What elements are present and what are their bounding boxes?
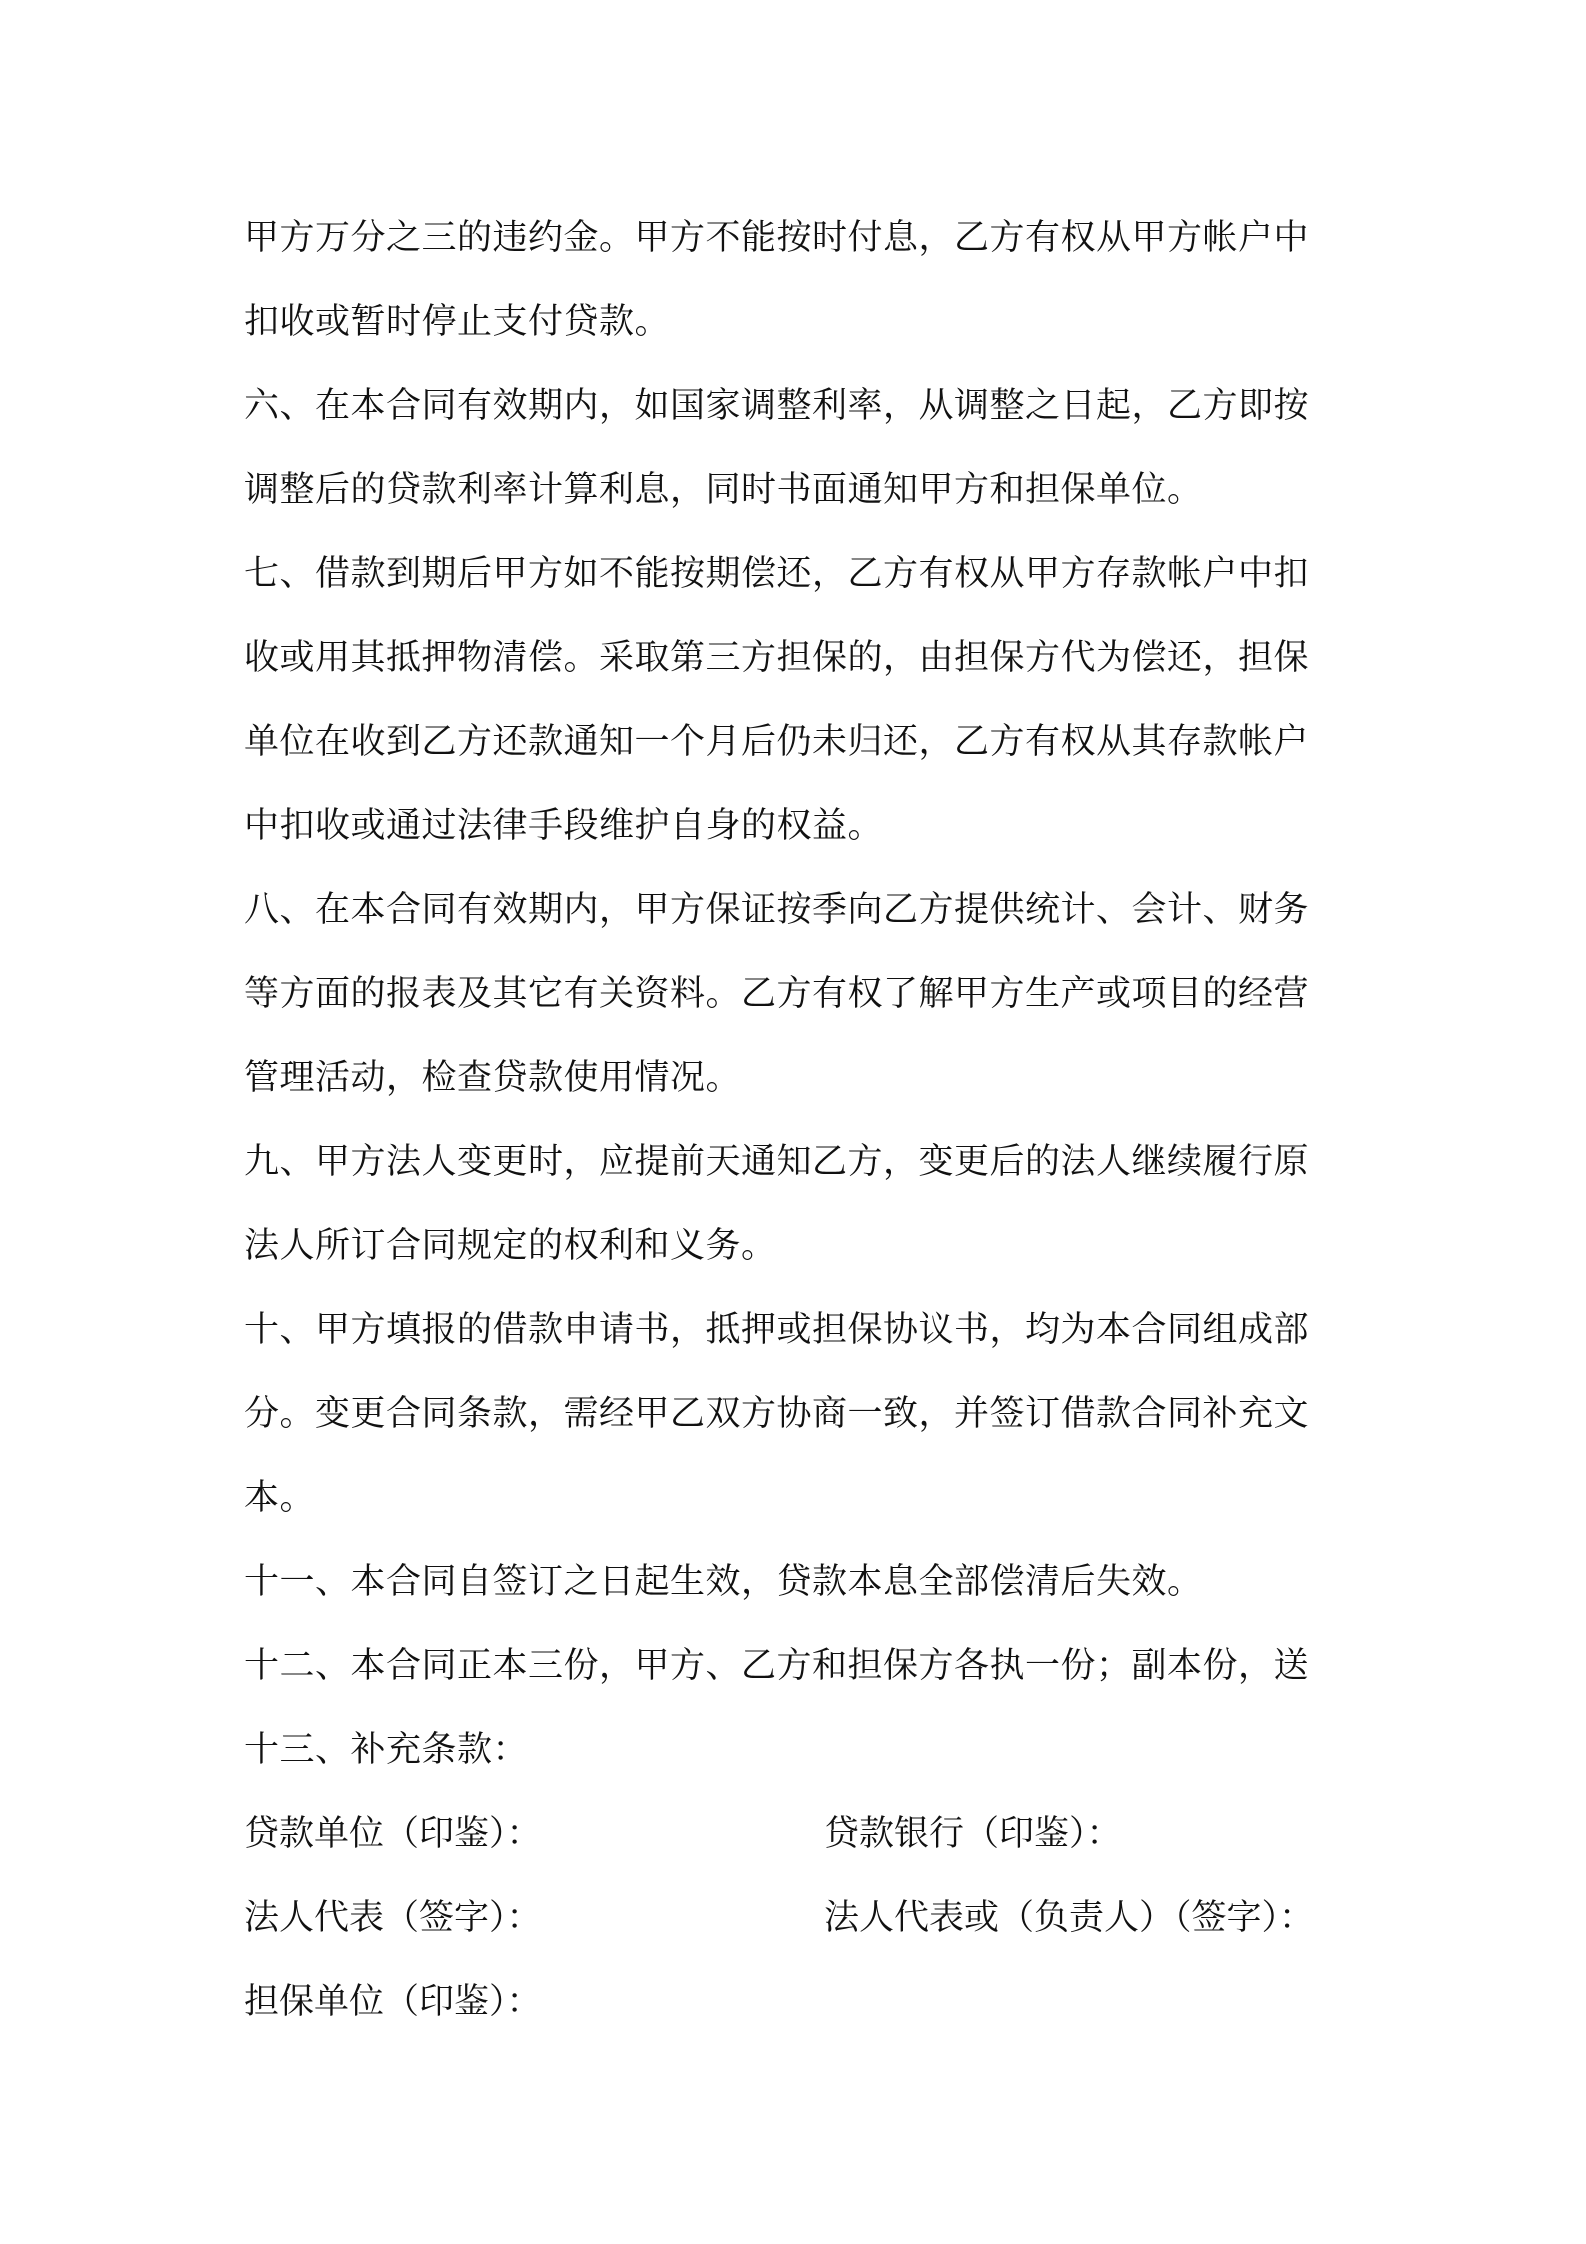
text-line: 甲方万分之三的违约金。甲方不能按时付息，乙方有权从甲方帐户中	[244, 218, 1310, 258]
signature-row-2	[244, 1876, 1354, 1960]
bank-legal-rep-label: 法人代表或（负责人）（签字）：	[824, 1898, 1315, 1938]
borrower-unit-seal-label: 贷款单位（印鉴）：	[244, 1814, 542, 1854]
contract-body	[244, 196, 1354, 2044]
text-line: 管理活动，检查贷款使用情况。	[244, 1058, 742, 1098]
clause-9: 九、甲方法人变更时，应提前天通知乙方，变更后的法人继续履行原	[244, 1142, 1310, 1182]
lending-bank-seal-label: 贷款银行（印鉴）：	[824, 1814, 1122, 1854]
text-line: 法人所订合同规定的权利和义务。	[244, 1226, 777, 1266]
clause-7: 七、借款到期后甲方如不能按期偿还，乙方有权从甲方存款帐户中扣	[244, 554, 1310, 594]
clause-13: 十三、补充条款：	[244, 1730, 529, 1770]
text-line: 调整后的贷款利率计算利息，同时书面通知甲方和担保单位。	[244, 470, 1203, 510]
text-line: 扣收或暂时停止支付贷款。	[244, 302, 671, 342]
clause-12: 十二、本合同正本三份，甲方、乙方和担保方各执一份；副本份，送	[244, 1646, 1310, 1686]
text-line: 等方面的报表及其它有关资料。乙方有权了解甲方生产或项目的经营	[244, 974, 1310, 1014]
clause-6: 六、在本合同有效期内，如国家调整利率，从调整之日起，乙方即按	[244, 386, 1310, 426]
text-line: 本。	[244, 1478, 316, 1518]
text-line: 分。变更合同条款，需经甲乙双方协商一致，并签订借款合同补充文	[244, 1394, 1310, 1434]
signature-row-3	[244, 1960, 1354, 2044]
clause-11: 十一、本合同自签订之日起生效，贷款本息全部偿清后失效。	[244, 1562, 1203, 1602]
text-line: 单位在收到乙方还款通知一个月后仍未归还，乙方有权从其存款帐户	[244, 722, 1310, 762]
text-line: 中扣收或通过法律手段维护自身的权益。	[244, 806, 884, 846]
borrower-legal-rep-label: 法人代表（签字）：	[244, 1898, 542, 1938]
clause-10: 十、甲方填报的借款申请书，抵押或担保协议书，均为本合同组成部	[244, 1310, 1310, 1350]
signature-row-1	[244, 1792, 1354, 1876]
guarantor-unit-seal-label: 担保单位（印鉴）：	[244, 1982, 542, 2022]
clause-8: 八、在本合同有效期内，甲方保证按季向乙方提供统计、会计、财务	[244, 890, 1310, 930]
text-line: 收或用其抵押物清偿。采取第三方担保的，由担保方代为偿还，担保	[244, 638, 1310, 678]
